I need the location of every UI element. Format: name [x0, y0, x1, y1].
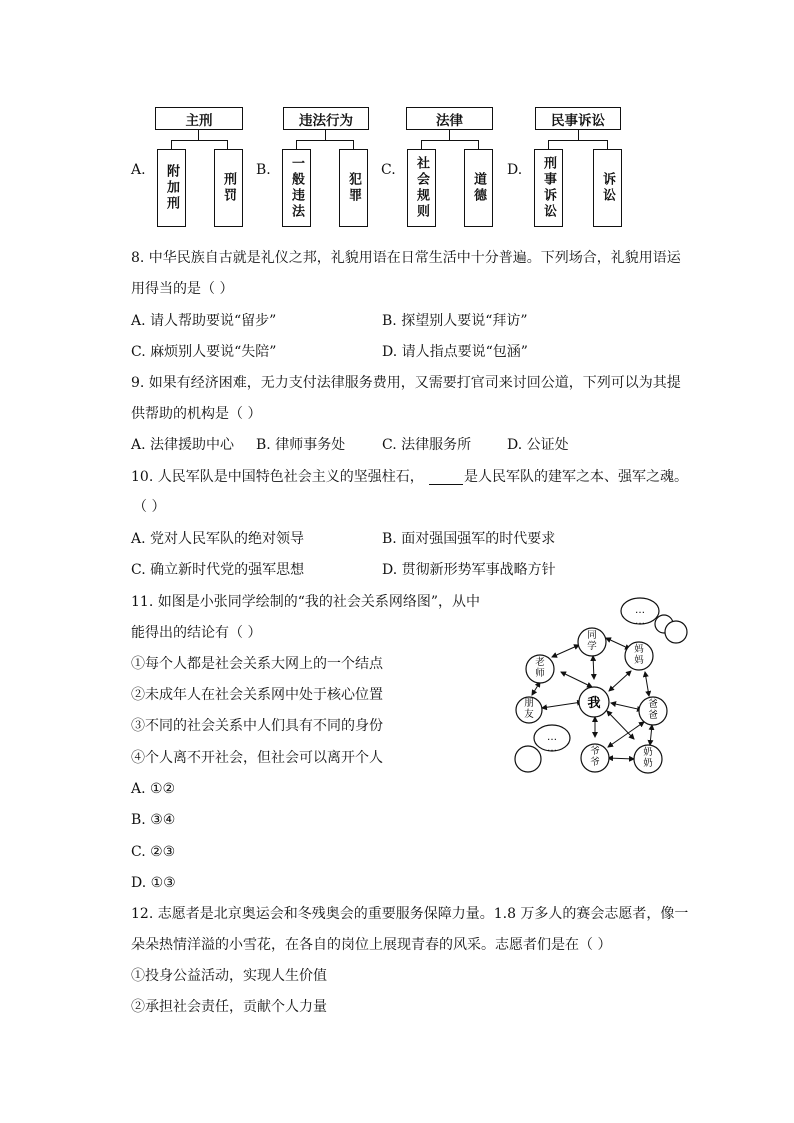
q11-statement-3: ③不同的社会关系中人们具有不同的身份 [131, 718, 383, 734]
option-c-label: C. [381, 162, 396, 178]
q8-option-b: B. 探望别人要说“拜访” [382, 313, 528, 329]
option-a-left-box: 附加刑 [157, 149, 186, 227]
node-more-bottom-label: … … [547, 732, 557, 754]
option-b-label: B. [256, 162, 271, 178]
q11-statement-1: ①每个人都是社会关系大网上的一个结点 [131, 656, 383, 672]
node-small-top-2 [665, 621, 687, 643]
option-a-top-box: 主刑 [155, 107, 243, 130]
social-network-diagram [510, 592, 700, 782]
q11-stem-line1: 11. 如图是小张同学绘制的“我的社会关系网络图”，从中 [131, 594, 481, 610]
q10-option-d: D. 贯彻新形势军事战略方针 [382, 562, 556, 578]
q9-option-c: C. 法律服务所 [382, 437, 472, 453]
q10-stem-line1a: 10. 人民军队是中国特色社会主义的坚强柱石， [131, 469, 424, 485]
q11-option-d: D. ①③ [131, 875, 176, 891]
option-b-top-box: 违法行为 [283, 107, 369, 130]
q11-stem-line2: 能得出的结论有（ ） [131, 625, 262, 641]
option-b-right-box: 犯罪 [339, 149, 368, 227]
q12-statement-1: ①投身公益活动，实现人生价值 [131, 968, 327, 984]
q9-option-b: B. 律师事务处 [256, 437, 346, 453]
option-d-label: D. [507, 162, 523, 178]
option-c-top-box: 法律 [406, 107, 493, 130]
option-c-left-box: 社会规则 [407, 149, 436, 227]
q11-statement-2: ②未成年人在社会关系网中处于核心位置 [131, 687, 383, 703]
q10-option-c: C. 确立新时代党的强军思想 [131, 562, 305, 578]
q12-stem-line2: 朵朵热情洋溢的小雪花，在各自的岗位上展现青春的风采。志愿者们是在（ ） [131, 937, 612, 953]
option-c-right-box: 道德 [464, 149, 493, 227]
q8-option-a: A. 请人帮助要说“留步” [131, 313, 277, 329]
q10-stem-line2: （ ） [133, 499, 166, 515]
q10-stem-line1b: 是人民军队的建军之本、强军之魂。 [464, 469, 688, 485]
node-grandma-label: 奶奶 [643, 747, 653, 769]
node-dad-label: 爸爸 [648, 699, 658, 721]
q10-option-a: A. 党对人民军队的绝对领导 [131, 531, 305, 547]
q10-option-b: B. 面对强国强军的时代要求 [382, 531, 556, 547]
option-d-top-box: 民事诉讼 [535, 107, 621, 130]
q8-stem-line2: 用得当的是（ ） [131, 281, 234, 297]
q11-option-c: C. ②③ [131, 844, 176, 860]
option-d-right-box: 诉讼 [593, 149, 622, 227]
q8-option-d: D. 请人指点要说“包涵” [382, 344, 528, 360]
q10-blank-underline [429, 484, 463, 485]
node-me-label: 我 [587, 696, 601, 711]
q11-option-a: A. ①② [131, 781, 176, 797]
q9-stem-line2: 供帮助的机构是（ ） [131, 406, 262, 422]
node-teacher-label: 老师 [535, 657, 545, 679]
q11-statement-4: ④个人离不开社会，但社会可以离开个人 [131, 750, 383, 766]
node-friend-label: 朋友 [524, 698, 534, 720]
option-a-right-box: 刑罚 [214, 149, 243, 227]
q8-stem-line1: 8. 中华民族自古就是礼仪之邦，礼貌用语在日常生活中十分普遍。下列场合，礼貌用语运 [131, 250, 681, 266]
q9-stem-line1: 9. 如果有经济困难，无力支付法律服务费用，又需要打官司来讨回公道，下列可以为其提 [131, 375, 681, 391]
q12-statement-2: ②承担社会责任，贡献个人力量 [131, 999, 327, 1015]
q8-option-c: C. 麻烦别人要说“失陪” [131, 344, 277, 360]
q12-stem-line1: 12. 志愿者是北京奥运会和冬残奥会的重要服务保障力量。1.8 万多人的赛会志愿者，像一 [131, 906, 689, 922]
q9-option-d: D. 公证处 [507, 437, 569, 453]
node-grandpa-label: 爷爷 [590, 746, 600, 768]
q11-option-b: B. ③④ [131, 812, 176, 828]
option-a-label: A. [131, 162, 146, 178]
option-b-left-box: 一般违法 [282, 149, 311, 227]
node-mom-label: 妈妈 [634, 644, 644, 666]
q9-option-a: A. 法律援助中心 [131, 437, 235, 453]
node-classmate-label: 同学 [587, 630, 597, 652]
option-d-left-box: 刑事诉讼 [534, 149, 563, 227]
node-small-bottom [515, 746, 541, 772]
node-more-top-label: … … [635, 605, 645, 627]
